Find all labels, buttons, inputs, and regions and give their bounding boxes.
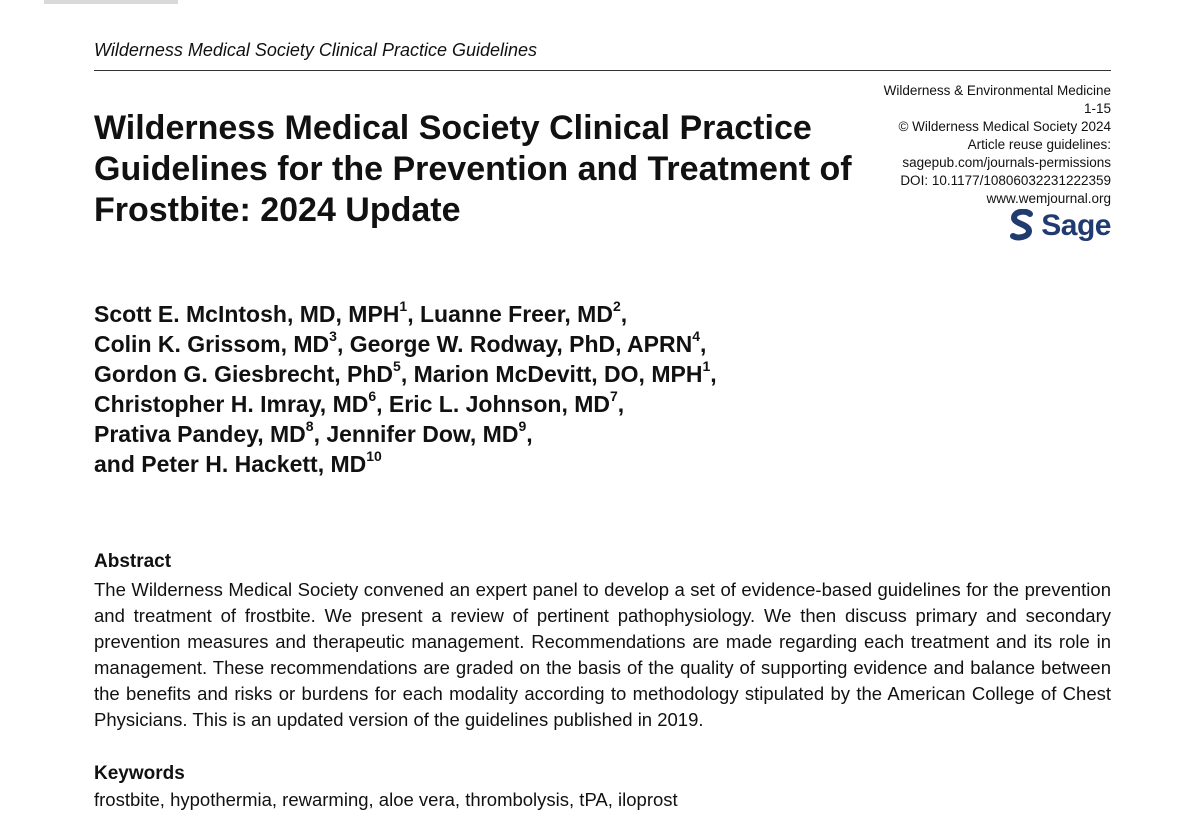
journal-name: Wilderness & Environmental Medicine (883, 83, 1111, 98)
affiliation-marker: 9 (518, 418, 527, 435)
reuse-label: Article reuse guidelines: (967, 137, 1111, 152)
affiliation-marker: 10 (366, 448, 382, 465)
author-name: George W. Rodway, PhD, APRN (349, 331, 693, 357)
author-name: Marion McDevitt, DO, MPH (413, 361, 703, 387)
journal-website-link[interactable]: www.wemjournal.org (986, 191, 1111, 206)
keywords-text: frostbite, hypothermia, rewarming, aloe vera, thrombolysis, tPA, iloprost (94, 789, 678, 810)
doi-link[interactable]: DOI: 10.1177/10806032231222359 (900, 173, 1111, 188)
author-name: Scott E. McIntosh, MD, MPH (94, 301, 400, 327)
reuse-link[interactable]: sagepub.com/journals-permissions (902, 155, 1111, 170)
affiliation-marker: 1 (702, 358, 711, 375)
author-name: Colin K. Grissom, MD (94, 331, 330, 357)
author-line: Gordon G. Giesbrecht, PhD$^5$, Marion McDevitt, DO, MPH$^1$, (94, 358, 717, 387)
affiliation-marker: 7 (610, 388, 618, 405)
author-name: Luanne Freer, MD (419, 301, 613, 327)
affiliation-marker: 6 (368, 388, 377, 405)
author-name: and Peter H. Hackett, MD (94, 451, 367, 477)
keywords-heading: Keywords (94, 763, 185, 784)
author-line: Prativa Pandey, $MD^8$, Jennifer Dow, $MD^9$, (94, 418, 533, 447)
affiliation-marker: 4 (692, 328, 700, 345)
publisher-name: Sage (1041, 209, 1111, 242)
page-range: 1-15 (1083, 101, 1111, 116)
sage-s-icon (1009, 209, 1035, 243)
page-corner-strip (44, 0, 178, 4)
author-name: Eric L. Johnson, MD (388, 391, 610, 417)
affiliation-marker: 5 (393, 358, 401, 375)
author-name: Prativa Pandey, MD (94, 421, 306, 447)
author-list (94, 299, 854, 479)
copyright-line: © Wilderness Medical Society 2024 (898, 119, 1111, 134)
author-name: Jennifer Dow, MD (326, 421, 519, 447)
author-line: Scott E. McIntosh, MD, MPH$^1$, Luanne Freer, $MD^2$, (94, 298, 628, 327)
publisher-logo (1009, 206, 1111, 246)
abstract-text: The Wilderness Medical Society convened an expert panel to develop a set of evidence-based guidelines for the prevention and treatment of frostbite. We present a review of pertinent pathophysiology. We then discuss primary and secondary prevention measures and therapeutic management. Recommendations are made regarding each treatment and its role in management. These recommendations are graded on the basis of the quality of supporting evidence and balance between the benefits and risks or burdens for each modality according to methodology stipulated by the American College of Chest Physicians. This is an updated version of the guidelines published in 2019. (94, 579, 1111, 730)
author-name: Gordon G. Giesbrecht, PhD (94, 361, 394, 387)
author-line: Colin K. Grissom, $MD^3$, George W. Rodway, PhD, APRN$^4$, (94, 328, 707, 357)
affiliation-marker: 8 (305, 418, 314, 435)
author-line (94, 449, 854, 479)
header-rule (94, 70, 1111, 71)
abstract-heading: Abstract (94, 551, 172, 572)
affiliation-marker: 3 (329, 328, 337, 345)
running-header: Wilderness Medical Society Clinical Practice Guidelines (94, 40, 538, 60)
affiliation-marker: 1 (399, 298, 408, 315)
author-name: Christopher H. Imray, MD (94, 391, 369, 417)
author-line: Christopher H. Imray, $MD^6$, Eric L. Johnson, $MD^7$, (94, 388, 625, 417)
affiliation-marker: 2 (612, 298, 621, 315)
article-title: Wilderness Medical Society Clinical Practice Guidelines for the Prevention and Treatment of Frostbite: 2024 Update (94, 109, 852, 229)
